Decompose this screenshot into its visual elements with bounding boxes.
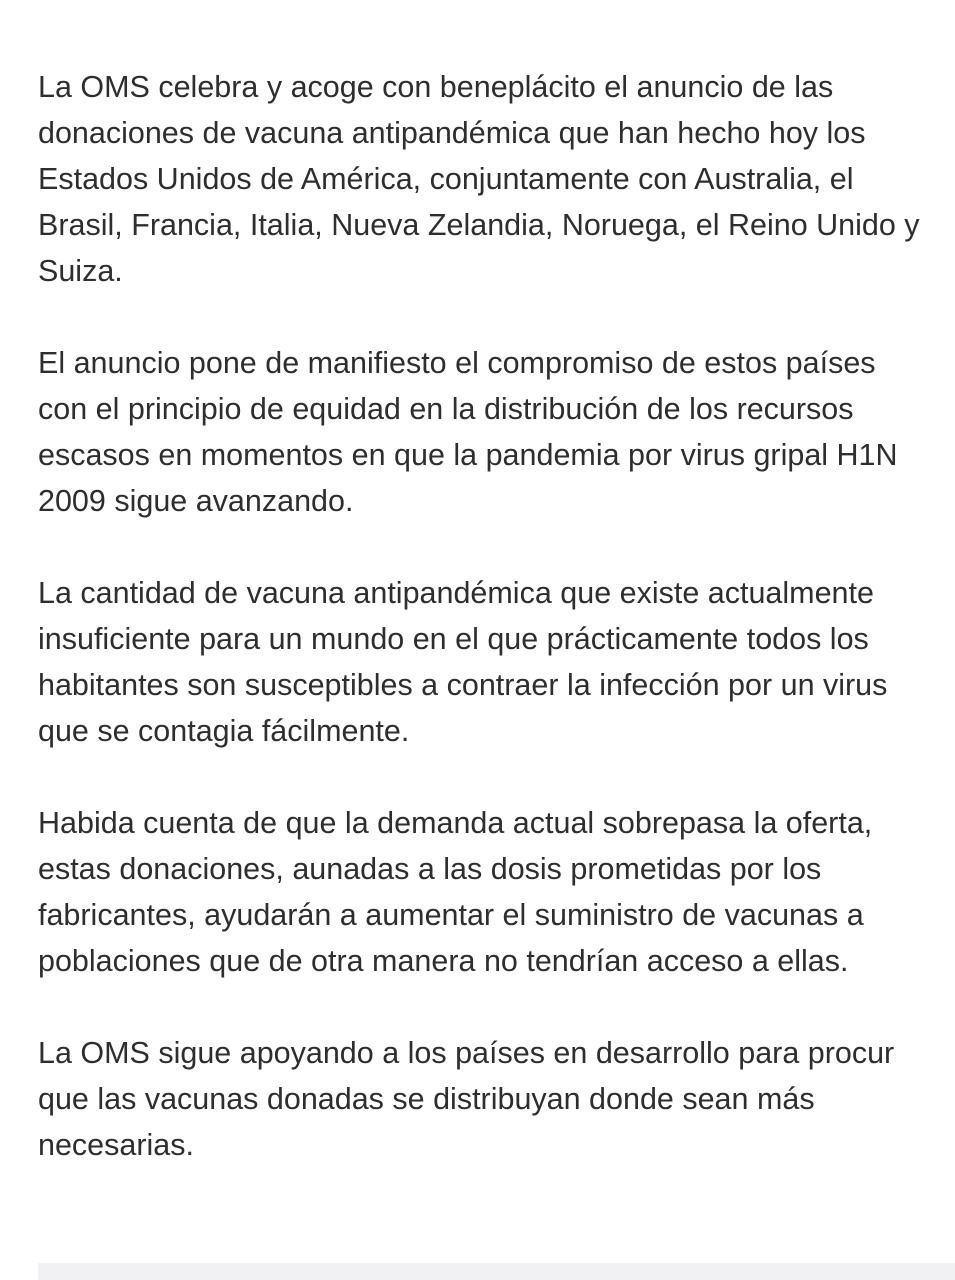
article-body: [38, 64, 955, 1214]
paragraph-line: poblaciones que de otra manera no tendrían acceso a ellas.: [38, 944, 849, 978]
paragraph-3: [38, 570, 955, 754]
paragraph-line: habitantes son susceptibles a contraer la infección por un virus: [38, 668, 888, 702]
paragraph-line: Suiza.: [38, 254, 123, 288]
paragraph-line: La cantidad de vacuna antipandémica que existe actualmente: [38, 576, 874, 610]
paragraph-line: que se contagia fácilmente.: [38, 714, 410, 748]
paragraph-line: Habida cuenta de que la demanda actual sobrepasa la oferta,: [38, 806, 873, 840]
paragraph-line: La OMS celebra y acoge con beneplácito el anuncio de las: [38, 70, 834, 104]
paragraph-2: [38, 340, 955, 524]
paragraph-line: fabricantes, ayudarán a aumentar el suministro de vacunas a: [38, 898, 864, 932]
paragraph-line: La OMS sigue apoyando a los países en desarrollo para procur: [38, 1036, 895, 1070]
paragraph-line: 2009 sigue avanzando.: [38, 484, 354, 518]
paragraph-line: Brasil, Francia, Italia, Nueva Zelandia, Noruega, el Reino Unido y: [38, 208, 920, 242]
paragraph-line: que las vacunas donadas se distribuyan donde sean más: [38, 1082, 815, 1116]
paragraph-4: [38, 800, 955, 984]
paragraph-line: escasos en momentos en que la pandemia por virus gripal H1N: [38, 438, 898, 472]
paragraph-line: necesarias.: [38, 1128, 194, 1162]
paragraph-5: [38, 1030, 955, 1168]
bottom-panel-edge: [38, 1263, 955, 1280]
paragraph-line: con el principio de equidad en la distribución de los recursos: [38, 392, 854, 426]
paragraph-line: El anuncio pone de manifiesto el compromiso de estos países: [38, 346, 876, 380]
paragraph-1: [38, 64, 955, 294]
paragraph-line: estas donaciones, aunadas a las dosis prometidas por los: [38, 852, 822, 886]
paragraph-line: donaciones de vacuna antipandémica que han hecho hoy los: [38, 116, 866, 150]
paragraph-line: Estados Unidos de América, conjuntamente con Australia, el: [38, 162, 854, 196]
paragraph-line: insuficiente para un mundo en el que prácticamente todos los: [38, 622, 869, 656]
